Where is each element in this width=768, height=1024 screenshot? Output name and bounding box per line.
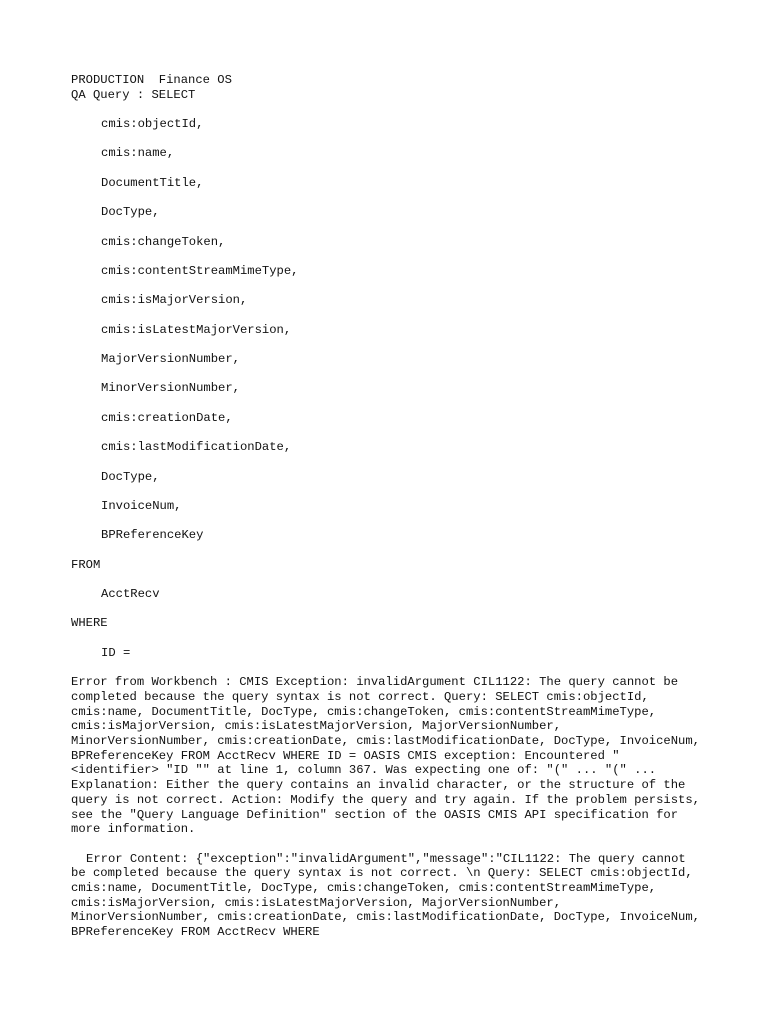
spacer (71, 249, 711, 264)
select-field: cmis:changeToken, (101, 234, 226, 249)
select-field: DocumentTitle, (101, 175, 204, 190)
spacer (71, 572, 711, 587)
spacer (71, 396, 711, 411)
where-clause: ID = (101, 645, 131, 660)
header-title: PRODUCTION Finance OS (71, 73, 232, 87)
select-field: cmis:name, (101, 146, 175, 161)
spacer (71, 102, 711, 117)
spacer (71, 602, 711, 617)
spacer (71, 543, 711, 558)
spacer (71, 455, 711, 470)
select-field: cmis:objectId, (101, 117, 204, 132)
spacer (71, 631, 711, 646)
where-keyword: WHERE (71, 616, 108, 631)
select-field: cmis:lastModificationDate, (101, 440, 292, 455)
select-field: cmis:creationDate, (101, 410, 233, 425)
spacer (71, 308, 711, 323)
spacer (71, 279, 711, 294)
spacer (71, 220, 711, 235)
spacer (71, 367, 711, 382)
select-field: DocType, (101, 205, 160, 220)
select-field: MajorVersionNumber, (101, 352, 240, 367)
spacer (71, 661, 711, 676)
select-field-list (71, 117, 711, 558)
error-content-message: Error Content: {"exception":"invalidArgument","message":"CIL1122: The query cannot be completed because the query syntax is not correct. \n Query: SELECT cmis:objectId, cmis:name, DocumentTitle, DocType, cmis:changeToken, cmis:contentStreamMimeType, cmis:isMajorVersion, cmis:isLatestMajorVersion, MajorVersionNumber, MinorVersionNumber, cmis:creationDate, cmis:lastModificationDate, DocType, InvoiceNum, BPReferenceKey FROM AcctRecv WHERE (71, 851, 700, 940)
document-page (71, 73, 711, 940)
spacer (71, 837, 711, 852)
spacer (71, 132, 711, 147)
select-field: MinorVersionNumber, (101, 381, 240, 396)
spacer (71, 484, 711, 499)
from-table: AcctRecv (101, 587, 160, 602)
error-workbench-message: Error from Workbench : CMIS Exception: invalidArgument CIL1122: The query cannot be completed because the query syntax is not correct. Query: SELECT cmis:objectId, cmis:name, DocumentTitle, DocType, cmis:changeToken, cmis:contentStreamMimeType, cmis:isMajorVersion, cmis:isLatestMajorVersion, MajorVersionNumber, MinorVersionNumber, cmis:creationDate, cmis:lastModificationDate, DocType, InvoiceNum, BPReferenceKey FROM AcctRecv WHERE ID = OASIS CMIS exception: Encountered " <identifier> "ID "" at line 1, column 367. Was expecting one of: "(" ... "(" ... Explanation: Either the query contains an invalid character, or the structure of the query is not correct. Action: Modify the query and try again. If the problem persists, see the "Query Language Definition" section of the OASIS CMIS API specification for more information. (71, 675, 700, 837)
spacer (71, 514, 711, 529)
select-field: cmis:isLatestMajorVersion, (101, 322, 292, 337)
select-field: cmis:isMajorVersion, (101, 293, 248, 308)
select-field: cmis:contentStreamMimeType, (101, 263, 299, 278)
from-keyword: FROM (71, 557, 101, 572)
spacer (71, 426, 711, 441)
query-label: QA Query : SELECT (71, 87, 196, 102)
select-field: BPReferenceKey (101, 528, 204, 543)
spacer (71, 161, 711, 176)
spacer (71, 337, 711, 352)
spacer (71, 191, 711, 206)
select-field: InvoiceNum, (101, 498, 182, 513)
select-field: DocType, (101, 469, 160, 484)
